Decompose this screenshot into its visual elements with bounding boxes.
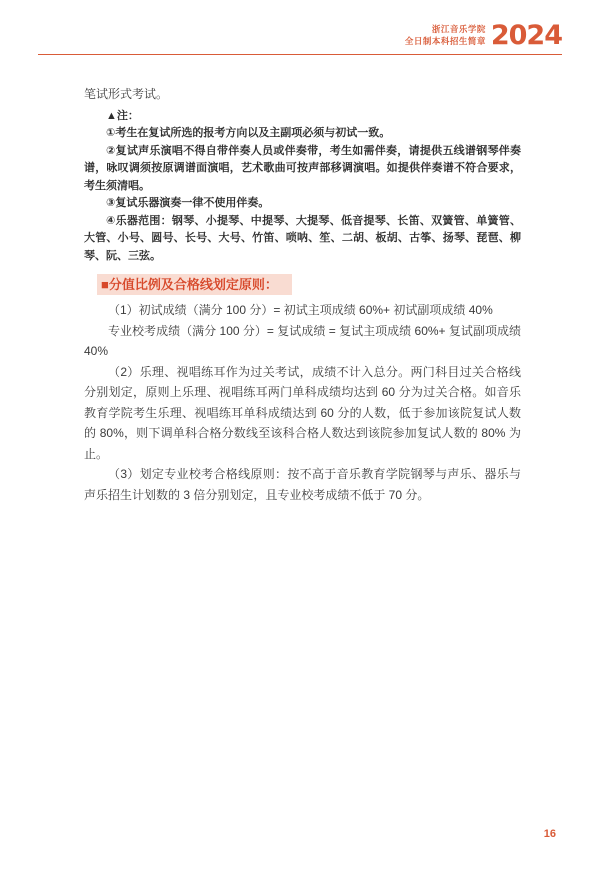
header-year: 2024 [490, 20, 562, 51]
body-paragraph: （1）初试成绩（满分 100 分）= 初试主项成绩 60%+ 初试副项成绩 40% [108, 303, 493, 317]
page-header [405, 22, 562, 49]
document-body [84, 84, 521, 505]
note-item: ①考生在复试所选的报考方向以及主副项必须与初试一致。 [106, 127, 391, 139]
header-org-name: 浙江音乐学院 [431, 24, 486, 34]
page-number: 16 [543, 828, 556, 840]
header-rule [38, 54, 562, 55]
note-item: ④乐器范围：钢琴、小提琴、中提琴、大提琴、低音提琴、长笛、双簧管、单簧管、大管、小号、圆号、长号、大号、竹笛、唢呐、笙、二胡、板胡、古筝、扬琴、琵琶、柳琴、阮、三弦。 [84, 214, 521, 262]
note-item: ②复试声乐演唱不得自带伴奏人员或伴奏带，考生如需伴奏，请提供五线谱钢琴伴奏谱，咏叹调须按原调谱面演唱，艺术歌曲可按声部移调演唱。如提供伴奏谱不符合要求，考生须清唱。 [84, 144, 521, 192]
body-paragraph: 专业校考成绩（满分 100 分）= 复试成绩 = 复试主项成绩 60%+ 复试副项成绩 40% [84, 323, 521, 358]
header-doc-title: 全日制本科招生简章 [404, 35, 486, 46]
section-heading: ■分值比例及合格线划定原则： [97, 274, 292, 295]
body-paragraph: （2）乐理、视唱练耳作为过关考试，成绩不计入总分。两门科目过关合格线分别划定，原则上乐理、视唱练耳两门单科成绩均达到 60 分为过关合格。如音乐教育学院考生乐理、视唱练耳单科成绩达到 60 分的人数，低于参加该院复试人数的 80%，则下调单科合格分数线至该科合格人数达到该院参加复试人数的 80% 为止。 [84, 364, 521, 461]
note-item: ③复试乐器演奏一律不使用伴奏。 [106, 197, 270, 209]
intro-paragraph: 笔试形式考试。 [84, 87, 169, 101]
header-org-block [405, 24, 486, 47]
paragraphs-block [84, 300, 521, 505]
note-title: ▲注： [106, 109, 139, 122]
notes-block [84, 108, 521, 266]
body-paragraph: （3）划定专业校考合格线原则：按不高于音乐教育学院钢琴与声乐、器乐与声乐招生计划数的 3 倍分别划定，且专业校考成绩不低于 70 分。 [84, 467, 521, 502]
